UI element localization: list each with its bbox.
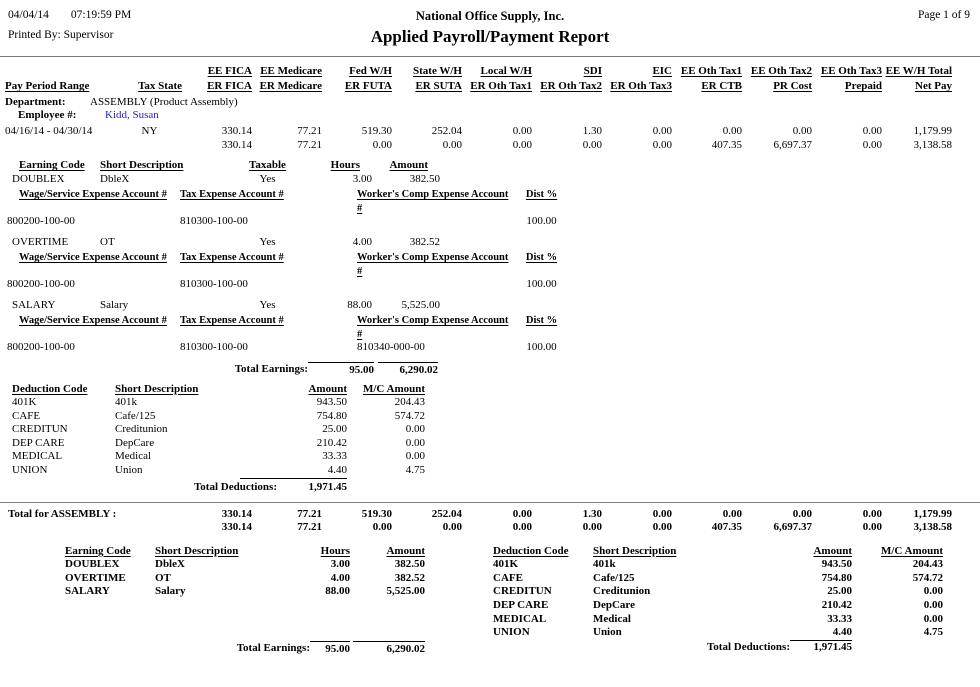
account-header-row: Wage/Service Expense Account # Tax Expense Account # Worker's Comp Expense Account # Dist % xyxy=(19,315,558,340)
deduction-desc: Cafe/125 xyxy=(115,409,156,422)
total-deductions-row xyxy=(12,480,980,495)
deduction-desc: Cafe/125 xyxy=(593,571,635,584)
report-date: 04/04/14 xyxy=(8,9,49,21)
department-total-ee-row xyxy=(5,508,980,522)
deduction-amount: 754.80 xyxy=(316,409,347,422)
total-deductions-label: Total Deductions: xyxy=(193,480,277,493)
deduction-code: MEDICAL xyxy=(493,612,547,625)
tax-state-value: NY xyxy=(141,125,158,137)
tax-cell: 77.21 xyxy=(297,138,322,151)
earning-code: SALARY xyxy=(65,585,110,598)
deduction-code: 401K xyxy=(12,396,37,409)
tax-cell: 0.00 xyxy=(582,138,602,151)
tax-cell: 1,179.99 xyxy=(913,125,952,137)
earning-desc: DbleX xyxy=(100,172,130,185)
earnings-section xyxy=(0,159,980,378)
dist-percent: 100.00 xyxy=(526,341,557,353)
summary-earnings-grid: Earning Code Short Description Hours Amount DOUBLEX DbleX 3.00 382.50 OVERTIME OT 4.00 382.52 SALARY Salary 88.00 5,525.00 xyxy=(65,544,425,598)
deduction-amount: 754.80 xyxy=(821,571,852,584)
deduction-desc: DepCare xyxy=(593,599,635,612)
comp-account xyxy=(345,215,513,229)
tax-cell: 77.21 xyxy=(297,521,322,534)
wage-account: 800200-100-00 xyxy=(7,341,75,353)
tax-cell: 0.00 xyxy=(512,507,532,520)
deduction-mc-amount: 0.00 xyxy=(923,612,943,625)
column-header-localwh: Local W/H ER Oth Tax1 xyxy=(470,65,532,92)
deduction-desc: DepCare xyxy=(115,436,155,449)
tax-cell: 252.04 xyxy=(431,507,462,520)
earning-code: OVERTIME xyxy=(65,571,126,584)
deduction-desc: Union xyxy=(115,464,143,477)
report-title: Applied Payroll/Payment Report xyxy=(370,27,610,46)
tax-column-headers xyxy=(5,65,980,92)
tax-cell: 407.35 xyxy=(711,138,742,151)
comp-account xyxy=(345,278,513,292)
deduction-code: CAFE xyxy=(493,571,523,584)
deduction-code: CAFE xyxy=(12,409,41,422)
deductions-section xyxy=(0,383,980,495)
tax-cell: 407.35 xyxy=(711,521,742,534)
tax-cell: 0.00 xyxy=(652,125,672,137)
employee-label: Employee #: xyxy=(18,109,77,121)
summary-total-deductions-label: Total Deductions: xyxy=(706,640,790,653)
earning-desc: Salary xyxy=(155,585,186,598)
total-deductions-amount: 1,971.45 xyxy=(308,480,347,493)
earning-code: DOUBLEX xyxy=(12,172,65,185)
deduction-mc-amount: 0.00 xyxy=(923,585,943,598)
tax-cell: 77.21 xyxy=(297,125,322,137)
dist-percent: 100.00 xyxy=(526,278,557,290)
total-earnings-label: Total Earnings: xyxy=(234,362,308,375)
deduction-amount: 210.42 xyxy=(821,599,852,612)
deduction-item-row xyxy=(12,437,980,451)
tax-cell: 1.30 xyxy=(582,125,602,137)
deduction-desc: Union xyxy=(593,626,622,639)
summary-total-deductions-amount: 1,971.45 xyxy=(813,640,852,653)
earning-taxable: Yes xyxy=(259,298,276,311)
deduction-code: CREDITUN xyxy=(493,585,552,598)
deduction-code: CREDITUN xyxy=(12,423,68,436)
earning-desc: OT xyxy=(100,235,115,248)
deduction-mc-amount: 204.43 xyxy=(912,558,943,571)
deduction-desc: 401k xyxy=(115,396,137,409)
earning-item-row xyxy=(12,173,980,187)
deduction-code: UNION xyxy=(493,626,530,639)
earning-amount: 382.50 xyxy=(394,558,425,571)
deduction-code: UNION xyxy=(12,464,48,477)
pay-period-header: Pay Period Range xyxy=(5,80,90,92)
account-header-row: Wage/Service Expense Account # Tax Expense Account # Worker's Comp Expense Account # Dist % xyxy=(19,189,558,214)
tax-cell: 330.14 xyxy=(221,125,252,137)
earning-taxable: Yes xyxy=(259,235,276,248)
tax-cell: 0.00 xyxy=(372,138,392,151)
column-header-statewh: State W/H ER SUTA xyxy=(413,65,462,92)
tax-cell: 0.00 xyxy=(862,521,882,534)
wage-account: 800200-100-00 xyxy=(7,278,75,290)
section-divider xyxy=(0,502,980,503)
tax-cell: 0.00 xyxy=(512,125,532,137)
tax-cell: 519.30 xyxy=(361,125,392,137)
department-summary xyxy=(0,545,980,687)
deduction-mc-amount: 204.43 xyxy=(394,396,425,409)
tax-cell: 0.00 xyxy=(512,138,532,151)
tax-cell: 0.00 xyxy=(442,521,462,534)
department-value: ASSEMBLY (Product Assembly) xyxy=(90,96,238,108)
tax-cell: 252.04 xyxy=(431,125,462,137)
deduction-amount: 33.33 xyxy=(322,450,347,463)
wage-account: 800200-100-00 xyxy=(7,215,75,227)
deduction-amount: 943.50 xyxy=(316,396,347,409)
earning-hours: 3.00 xyxy=(352,172,372,185)
earning-amount: 5,525.00 xyxy=(401,298,440,311)
earning-item-row xyxy=(12,299,980,313)
summary-total-earnings-row xyxy=(65,641,425,657)
deduction-item-row xyxy=(12,410,980,424)
deductions-header-row: Deduction Code Short Description Amount M/C Amount xyxy=(12,382,425,395)
column-header-fica: EE FICA ER FICA xyxy=(207,65,252,92)
employee-name-link[interactable]: Kidd, Susan xyxy=(105,109,159,121)
tax-cell: 330.14 xyxy=(221,507,252,520)
deduction-mc-amount: 0.00 xyxy=(405,423,425,436)
deduction-desc: Creditunion xyxy=(115,423,168,436)
deduction-mc-amount: 4.75 xyxy=(405,464,425,477)
deduction-desc: Medical xyxy=(115,450,152,463)
tax-account: 810300-100-00 xyxy=(180,278,248,290)
deduction-item-row xyxy=(12,423,980,437)
deduction-item-row xyxy=(12,450,980,464)
tax-cell: 0.00 xyxy=(722,507,742,520)
deduction-item-row xyxy=(12,464,980,479)
tax-cell: 0.00 xyxy=(442,138,462,151)
report-header xyxy=(0,0,980,57)
tax-cell: 3,138.58 xyxy=(913,138,952,151)
tax-cell: 0.00 xyxy=(512,521,532,534)
earning-hours: 4.00 xyxy=(352,235,372,248)
earning-code: OVERTIME xyxy=(12,235,69,248)
deduction-amount: 25.00 xyxy=(827,585,852,598)
column-header-sdi: SDI ER Oth Tax2 xyxy=(540,65,602,92)
tax-cell: 519.30 xyxy=(361,507,392,520)
account-values-row xyxy=(7,278,980,292)
pay-period-value: 04/16/14 - 04/30/14 xyxy=(5,125,93,137)
earning-item-row xyxy=(12,236,980,250)
earning-amount: 382.52 xyxy=(394,571,425,584)
deduction-mc-amount: 574.72 xyxy=(912,571,943,584)
deduction-item-row xyxy=(12,396,980,410)
tax-cell: 6,697.37 xyxy=(773,138,812,151)
summary-total-earnings-label: Total Earnings: xyxy=(236,641,310,654)
total-earnings-amount: 6,290.02 xyxy=(378,362,438,378)
report-titles xyxy=(0,9,980,47)
deduction-amount: 4.40 xyxy=(240,464,347,479)
deduction-amount: 210.42 xyxy=(316,436,347,449)
deduction-mc-amount: 0.00 xyxy=(405,436,425,449)
tax-cell: 0.00 xyxy=(792,125,812,137)
tax-cell: 0.00 xyxy=(652,138,672,151)
tax-cell: 3,138.58 xyxy=(913,521,952,534)
tax-state-header: Tax State xyxy=(138,80,182,92)
tax-cell: 1,179.99 xyxy=(913,507,952,520)
printed-by: Printed By: Supervisor xyxy=(8,29,114,41)
earning-amount: 382.52 xyxy=(409,235,440,248)
earning-desc: DbleX xyxy=(155,558,185,571)
tax-cell: 0.00 xyxy=(862,507,882,520)
tax-cell: 0.00 xyxy=(372,521,392,534)
earning-desc: Salary xyxy=(100,298,129,311)
earning-hours: 88.00 xyxy=(347,298,372,311)
summary-total-earnings-amount: 6,290.02 xyxy=(353,641,425,657)
tax-cell: 6,697.37 xyxy=(773,521,812,534)
tax-cell: 1.30 xyxy=(582,507,602,520)
deduction-mc-amount: 574.72 xyxy=(394,409,425,422)
tax-cell: 0.00 xyxy=(862,138,882,151)
employee-tax-rows xyxy=(0,125,980,152)
department-label: Department: xyxy=(5,96,66,108)
earning-code: SALARY xyxy=(12,298,56,311)
department-total-section xyxy=(0,508,980,535)
column-header-eic: EIC ER Oth Tax3 xyxy=(610,65,672,92)
deduction-code: DEP CARE xyxy=(493,599,549,612)
earning-code: DOUBLEX xyxy=(65,558,120,571)
earning-desc: OT xyxy=(155,571,171,584)
column-header-total: EE W/H Total Net Pay xyxy=(885,65,952,92)
tax-cell: 330.14 xyxy=(221,138,252,151)
tax-cell: 330.14 xyxy=(221,521,252,534)
earnings-header-row: Earning Code Short Description Taxable Hours Amount xyxy=(19,159,428,171)
account-values-row xyxy=(7,341,980,355)
summary-deductions-grid: Deduction Code Short Description Amount M/C Amount 401K 401k 943.50 204.43 CAFE Cafe/125 754.80 574.72 CREDITUN Creditunion 25.00 0.00 DEP CARE DepCare 210.42 0.00 MEDICAL Medical 33.33 0.00 UNION Union 4.40 4.75 Total Deductions: 1,971.45 xyxy=(493,544,943,653)
employee-er-row xyxy=(5,139,980,153)
report-time: 07:19:59 PM xyxy=(70,9,132,21)
total-earnings-row xyxy=(12,362,980,378)
employee-ee-row xyxy=(5,125,980,139)
deduction-desc: 401k xyxy=(593,558,616,571)
tax-cell: 0.00 xyxy=(582,521,602,534)
deduction-desc: Medical xyxy=(593,612,631,625)
tax-cell: 0.00 xyxy=(652,507,672,520)
earning-hours: 3.00 xyxy=(330,558,350,571)
deduction-mc-amount: 0.00 xyxy=(923,599,943,612)
deduction-code: MEDICAL xyxy=(12,450,63,463)
deduction-mc-amount: 4.75 xyxy=(923,626,943,639)
tax-cell: 0.00 xyxy=(652,521,672,534)
earning-amount: 5,525.00 xyxy=(386,585,425,598)
deduction-code: 401K xyxy=(493,558,519,571)
deduction-amount: 943.50 xyxy=(821,558,852,571)
employee-row xyxy=(18,109,980,122)
tax-account: 810300-100-00 xyxy=(180,215,248,227)
column-header-othtax3: EE Oth Tax3 Prepaid xyxy=(820,65,882,92)
company-name: National Office Supply, Inc. xyxy=(415,9,565,23)
comp-account: 810340-000-00 xyxy=(357,341,425,353)
page-indicator: Page 1 of 9 xyxy=(917,9,970,21)
earning-taxable: Yes xyxy=(259,172,276,185)
deduction-mc-amount: 0.00 xyxy=(405,450,425,463)
tax-account: 810300-100-00 xyxy=(180,341,248,353)
earning-hours: 4.00 xyxy=(330,571,350,584)
department-total-label: Total for ASSEMBLY : xyxy=(8,507,117,520)
account-header-row: Wage/Service Expense Account # Tax Expense Account # Worker's Comp Expense Account # Dist % xyxy=(19,252,558,277)
department-row xyxy=(5,96,980,109)
deduction-amount: 25.00 xyxy=(322,423,347,436)
deduction-amount: 4.40 xyxy=(790,626,852,641)
column-header-fedwh: Fed W/H ER FUTA xyxy=(344,65,392,92)
tax-cell: 0.00 xyxy=(722,125,742,137)
column-header-othtax2: EE Oth Tax2 PR Cost xyxy=(750,65,812,92)
earning-hours: 88.00 xyxy=(325,585,350,598)
deduction-code: DEP CARE xyxy=(12,436,65,449)
dist-percent: 100.00 xyxy=(526,215,557,227)
tax-cell: 0.00 xyxy=(792,507,812,520)
deduction-desc: Creditunion xyxy=(593,585,651,598)
account-values-row xyxy=(7,215,980,229)
earning-amount: 382.50 xyxy=(409,172,440,185)
total-earnings-hours: 95.00 xyxy=(308,362,374,378)
deduction-amount: 33.33 xyxy=(827,612,852,625)
tax-cell: 0.00 xyxy=(862,125,882,137)
department-total-er-row xyxy=(5,521,980,535)
tax-cell: 77.21 xyxy=(297,507,322,520)
column-header-othtax1: EE Oth Tax1 ER CTB xyxy=(680,65,742,92)
column-header-medicare: EE Medicare ER Medicare xyxy=(259,65,322,92)
summary-total-earnings-hours: 95.00 xyxy=(310,641,350,657)
